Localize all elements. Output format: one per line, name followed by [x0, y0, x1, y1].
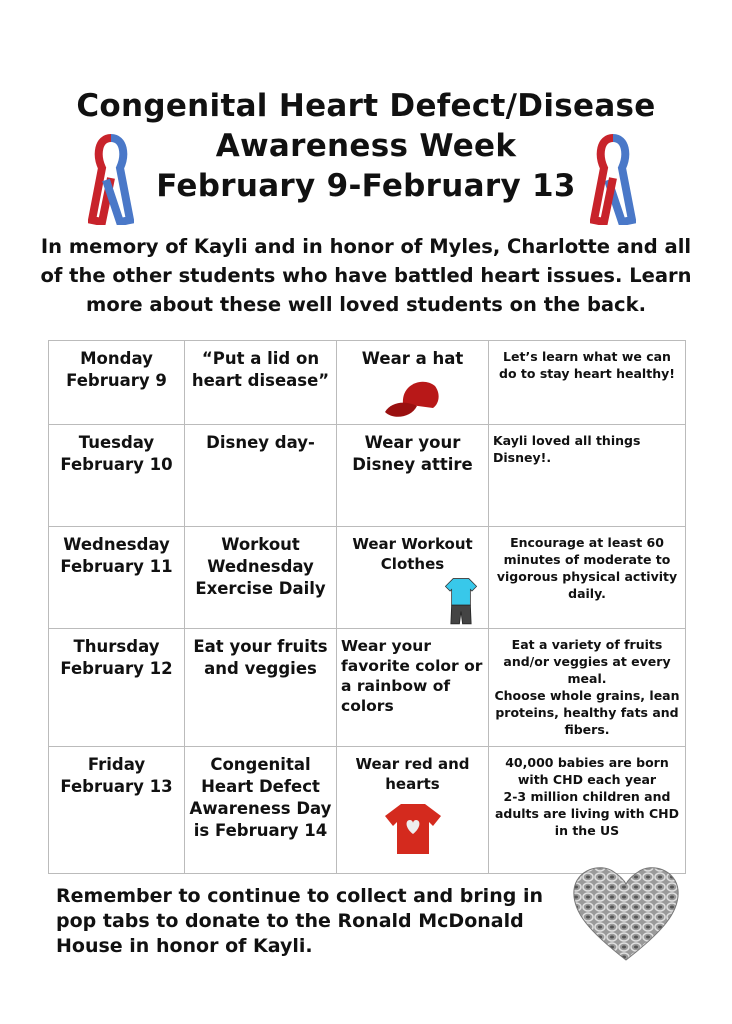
day-date: February 13	[60, 777, 173, 796]
tip-cell: Encourage at least 60 minutes of moderate to vigorous physical activity daily.	[489, 527, 686, 629]
day-name: Thursday	[73, 637, 160, 656]
title-line-2: Awareness Week	[215, 128, 517, 164]
day-name: Wednesday	[63, 535, 170, 554]
tip-text: 40,000 babies are born with CHD each year	[505, 755, 669, 787]
wear-text: Wear Workout Clothes	[352, 535, 473, 573]
wear-cell: Wear your favorite color or a rainbow of colors	[337, 629, 489, 747]
wear-cell	[337, 341, 489, 425]
red-cap-icon	[383, 374, 443, 422]
schedule-table	[48, 340, 686, 874]
title-line-3: February 9-February 13	[156, 168, 576, 204]
day-name: Friday	[87, 755, 146, 774]
day-cell	[49, 747, 185, 874]
tip-cell	[489, 747, 686, 874]
day-date: February 10	[60, 455, 173, 474]
table-row	[49, 527, 686, 629]
day-name: Tuesday	[78, 433, 155, 452]
title-line-1: Congenital Heart Defect/Disease	[76, 88, 656, 124]
wear-text: Wear red and hearts	[355, 755, 470, 793]
tip-cell: Kayli loved all things Disney!.	[489, 425, 686, 527]
day-name: Monday	[80, 349, 153, 368]
tip-text: Choose whole grains, lean proteins, healthy fats and fibers.	[494, 688, 680, 737]
pop-tab-heart-icon	[570, 862, 682, 962]
day-cell	[49, 629, 185, 747]
day-date: February 11	[60, 557, 173, 576]
wear-text: Wear a hat	[361, 349, 464, 368]
footer-text: Remember to continue to collect and bring in pop tabs to donate to the Ronald McDonald House in honor of Kayli.	[56, 885, 543, 957]
table-row	[49, 747, 686, 874]
tip-text: Eat a variety of fruits and/or veggies at every meal.	[503, 637, 671, 686]
theme-cell: Congenital Heart Defect Awareness Day is February 14	[185, 747, 337, 874]
intro-text: In memory of Kayli and in honor of Myles, Charlotte and all of the other students who have battled heart issues. Learn more about these well loved students on the back.	[40, 235, 692, 316]
day-date: February 12	[60, 659, 173, 678]
day-cell	[49, 527, 185, 629]
theme-cell: “Put a lid on heart disease”	[185, 341, 337, 425]
day-date: February 9	[66, 371, 167, 390]
theme-cell: Eat your fruits and veggies	[185, 629, 337, 747]
tip-cell	[489, 629, 686, 747]
wear-cell: Wear your Disney attire	[337, 425, 489, 527]
awareness-ribbon-icon	[88, 130, 134, 225]
workout-clothes-icon	[445, 577, 477, 627]
table-row	[49, 425, 686, 527]
awareness-ribbon-icon	[590, 130, 636, 225]
wear-cell	[337, 747, 489, 874]
theme-cell: Disney day-	[185, 425, 337, 527]
tip-text: 2-3 million children and adults are living with CHD in the US	[494, 789, 680, 838]
table-row	[49, 629, 686, 747]
table-row	[49, 341, 686, 425]
tip-cell: Let’s learn what we can do to stay heart healthy!	[489, 341, 686, 425]
wear-cell	[337, 527, 489, 629]
day-cell	[49, 341, 185, 425]
heart-tshirt-icon	[385, 802, 441, 856]
theme-cell: Workout Wednesday Exercise Daily	[185, 527, 337, 629]
day-cell	[49, 425, 185, 527]
